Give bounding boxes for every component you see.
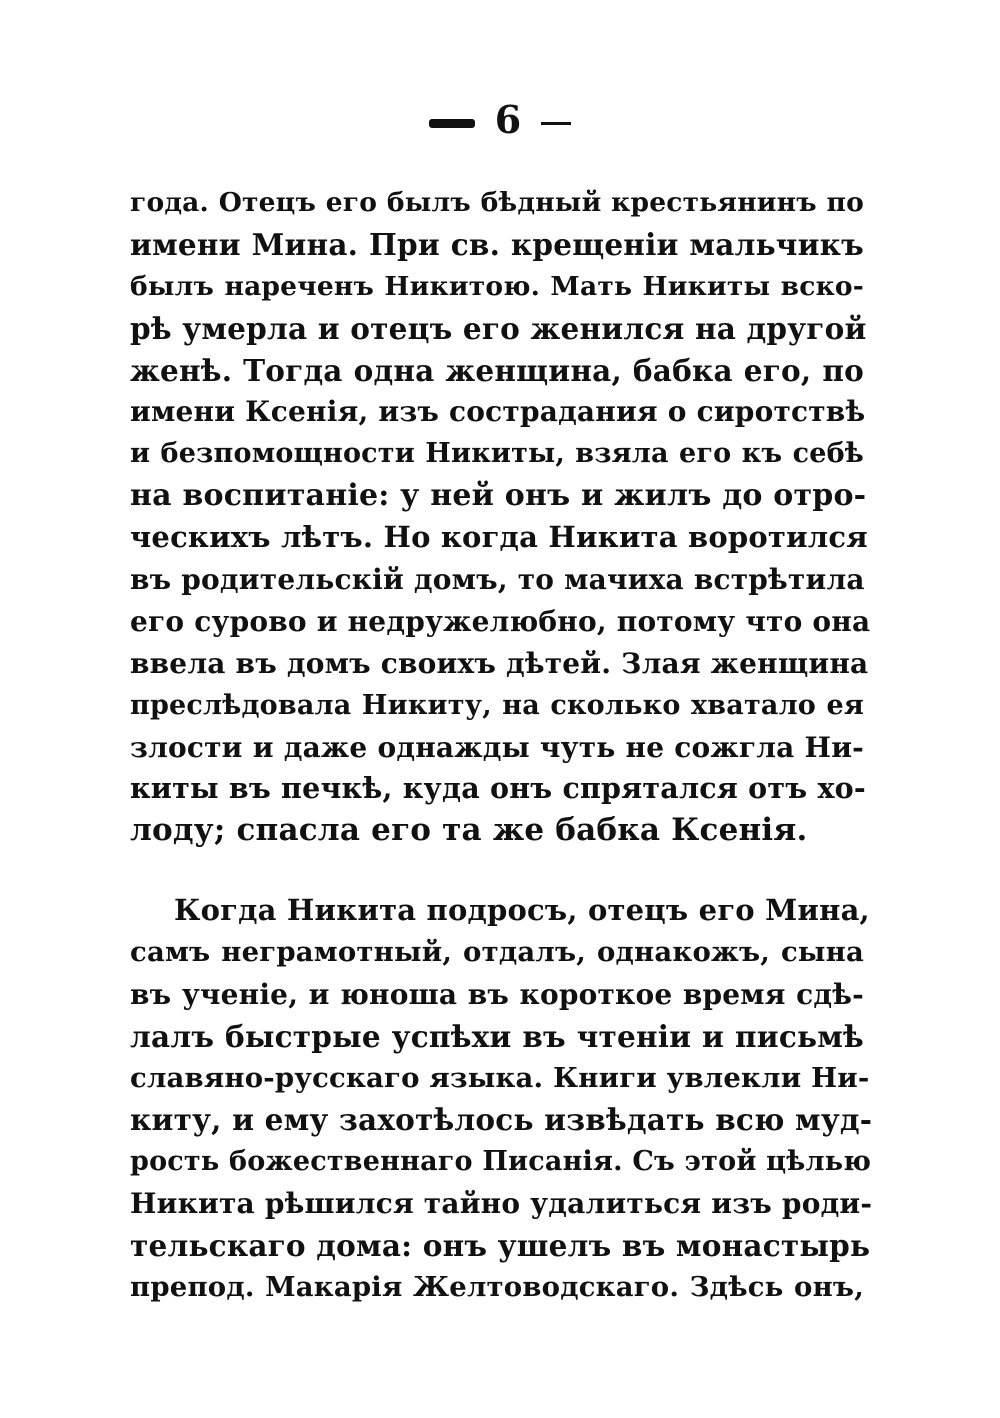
text-line: Когда Никита подросъ, отецъ его Мина,: [174, 893, 870, 927]
text-line: на воспитаніе: у ней онъ и жилъ до отро-: [130, 478, 867, 514]
text-line: лоду; спасла его та же бабка Ксенія.: [130, 812, 808, 849]
text-line: имени Ксенія, изъ сострадания о сиротствѣ: [130, 395, 866, 429]
text-line: ввела въ домъ своихъ дѣтей. Злая женщина: [130, 646, 869, 680]
paragraph-2: [130, 890, 873, 1309]
text-line: женѣ. Тогда одна женщина, бабка его, по: [130, 352, 864, 388]
text-line: тельскаго дома: онъ ушелъ въ монастырь: [130, 1228, 871, 1264]
text-line: киту, и ему захотѣлось извѣдать всю муд-: [130, 1102, 873, 1138]
ornamental-dash-right: [541, 122, 571, 125]
text-line: и безпомощности Никиты, взяла его къ себѣ: [130, 438, 864, 470]
text-line: киты въ печкѣ, куда онъ спрятался отъ хо-: [130, 771, 866, 806]
text-line: его сурово и недружелюбно, потому что она: [130, 604, 871, 638]
text-line: преслѣдовала Никиту, на сколько хватало ея: [130, 689, 864, 721]
text-line: препод. Макарія Желтоводскаго. Здѣсь онъ,: [130, 1271, 864, 1304]
text-line: въ родительскій домъ, то мачиха встрѣтила: [130, 563, 865, 597]
page-number-header: [0, 98, 1000, 142]
page-number: 6: [494, 97, 522, 142]
text-line: лалъ быстрые успѣхи въ чтеніи и письмѣ: [130, 1018, 864, 1054]
text-line: рѣ умерла и отецъ его женился на другой: [130, 310, 867, 346]
text-line: ческихъ лѣтъ. Но когда Никита воротился: [130, 520, 868, 555]
text-line: имени Мина. При св. крещеніи мальчикъ: [130, 226, 864, 262]
text-line: года. Отецъ его былъ бѣдный крестьянинъ по: [130, 187, 864, 218]
text-line: злости и даже однажды чуть не сожгла Ни-: [130, 730, 864, 764]
text-line: былъ нареченъ Никитою. Мать Никиты вско-: [130, 270, 864, 302]
text-line: въ ученіе, и юноша въ короткое время сдѣ-: [130, 977, 864, 1011]
paragraph-1: [130, 182, 871, 852]
text-line: рость божественнаго Писанія. Съ этой цѣлью: [130, 1146, 872, 1178]
text-line: славяно-русскаго языка. Книги увлекли Ни-: [130, 1061, 870, 1094]
text-line: самъ неграмотный, отдалъ, однакожъ, сына: [130, 935, 864, 968]
text-line: Никита рѣшился тайно удалиться изъ роди-: [130, 1187, 873, 1221]
ornamental-dash-left: [429, 119, 475, 128]
